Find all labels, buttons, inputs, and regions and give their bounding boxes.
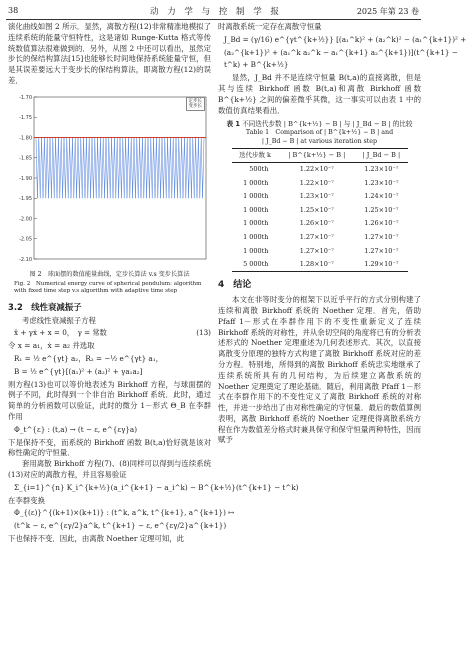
table-cell: 1.23×10⁻⁷ — [299, 192, 334, 201]
table-row — [232, 217, 408, 231]
table-cell: 1.27×10⁻⁷ — [299, 232, 334, 241]
figure-2 — [8, 91, 211, 296]
table-caption-cn — [218, 120, 421, 129]
equation-J-line-2: (a₂^{k+1})² + (a₁^k a₂^k − a₁^{k+1} a₂^{k+1})](t^{k+1} − — [224, 47, 458, 57]
table-row — [232, 231, 408, 245]
section-3-2-title: 3.2 线性衰减振子 — [8, 301, 82, 312]
y-tick-label: -1.70 — [19, 94, 32, 101]
left-para-4: 则方程(13)也可以等价地表述为 Birkhoff 方程，与球面摆的例子不同，此时得到一个非自治 Birkhoff 系统．此时，通过简单的分析函数可以验证，此时的微分 1－形式 Θ_B 在李群作用 — [8, 379, 211, 421]
table-row — [232, 190, 408, 204]
figure-caption-cn: 图 2 球面摆的数值能量曲线，定步长算法 v.s 变步长算法 — [29, 270, 190, 278]
equation-R: R₁ = ½ e^{γt} a₂，R₂ = −½ e^{γt} a₁， — [14, 353, 163, 363]
equation-13-number: (13) — [196, 328, 211, 338]
table-caption-en-2: | J_Bd − B | at various iteration step — [261, 137, 378, 145]
issue-label: 2025 年第 23 卷 — [356, 7, 419, 16]
conclusion-paragraph: 本文在非等时变分的框架下以近乎平行的方式分别构建了连续和离散 Birkhoff 系统的 Noether 定理．首先，借助 Pfaff 1－形式在李群作用下的不变性重新定义了连续 Birkhoff 系统的对称性，并从余切空间的角度将已有的分析表述形式的 Noether 定理重述为几何表述形式．其次，以直接离散变分原理的独特方式构建了离散 Birkhoff 系统对应的差分方程．特别地，所得到的离散 Birkhoff 系统忠实地继承了连续系统所具有的几何结构，为后续建立离散系统的 Noether 定理奠定了理论基础．随后，利用离散 Pfaff 1－形式在李群作用下的不变性定义了离散 Birkhoff 系统的对称性，并进一步给出了由对称性确定的守恒量．最后的数值算例表明，离散 Birkhoff 系统的 Noether 定理使得离散系统方程在作为数值差分格式时兼具保守和保守恒量两种特性，因而赋予 — [218, 295, 421, 445]
header-rule — [6, 19, 421, 20]
table-cell: 1.24×10⁻⁷ — [364, 192, 399, 201]
comparison-table — [232, 148, 408, 273]
left-para-6: 套用离散 Birkhoff 方程(7)、(8)同样可以得到与连续系统(13)对应的离散方程，并且容易验证 — [8, 459, 211, 479]
table-cell: 1.26×10⁻⁷ — [364, 219, 399, 228]
section-4-title: 4 结论 — [218, 280, 252, 291]
table-row — [232, 162, 408, 176]
y-tick-label: -1.90 — [19, 175, 32, 182]
table-cell: 1.28×10⁻⁷ — [278, 258, 355, 272]
table-header-cell: | B^{k+½} − B | — [278, 148, 355, 162]
table-cell: 1.26×10⁻⁷ — [299, 219, 334, 228]
table-cell: 1 000th — [243, 192, 269, 201]
table-cell: 1 000th — [243, 178, 269, 187]
table-header-cell: | J_Bd − B | — [355, 148, 407, 162]
y-tick-label: -1.75 — [19, 114, 32, 121]
right-para-2: 显然，J_Bd 并不是连续守恒量 B(t,a)的直接离散，但是其与连续 Birkhoff 函数 B(t,a)和离散 Birkhoff 函数 B^{k+½} 之间的偏差微乎其微，这一事实可以由表 1 中的数值仿真结果看出． — [218, 73, 421, 115]
legend-fixed-step: 定步长 — [188, 98, 202, 104]
table-caption-text: 不同迭代步数 | B^{k+½} − B | 与 | J_Bd − B | 的比较 — [242, 120, 413, 129]
equation-group-action: Φ_t^{ε} : (t,a) → (t − ε, e^{εγ}a) — [14, 424, 138, 434]
equation-J-line-3: t^k) + B^{k+½} — [224, 60, 289, 70]
right-column — [218, 22, 466, 446]
table-cell: 1.22×10⁻⁷ — [299, 164, 334, 173]
equation-J-line-1: J_Bd = (γ/16) e^{γt^{k+½}} [(a₁^k)² + (a₂^k)² − (a₁^{k+1})² + — [224, 34, 466, 44]
equation-discrete-form: Σ_{i=1}^{n} K_i^{k+½}(a_i^{k+1} − a_i^k) − B^{k+½}(t^{k+1} − t^k) — [14, 482, 299, 492]
table-cell: 1.25×10⁻⁷ — [364, 205, 399, 214]
y-tick-label: -2.05 — [19, 236, 32, 243]
table-cell: 500th — [249, 164, 269, 173]
page-number: 38 — [8, 6, 19, 15]
table-cell: 1 000th — [243, 205, 269, 214]
left-para-5: 下是保持不变，而系统的 Birkhoff 函数 B(t,a)恰好就是该对称性确定的守恒量． — [8, 437, 211, 458]
y-tick-label: -1.95 — [19, 195, 32, 202]
table-cell: 1.27×10⁻⁷ — [364, 232, 399, 241]
equation-discrete-group-2: (t^k − ε, e^{εγ/2}a^k, t^{k+1} − ε, e^{εγ/2}a^{k+1}) — [14, 521, 227, 531]
page-header — [0, 0, 427, 22]
table-cell: 1.27×10⁻⁷ — [299, 246, 334, 255]
table-cell: 1.23×10⁻⁷ — [364, 178, 399, 187]
chart-legend — [186, 97, 206, 111]
table-cell: 1 000th — [243, 219, 269, 228]
table-row — [232, 176, 408, 190]
left-para-7: 在李群变换 — [8, 495, 45, 505]
equation-discrete-group: Φ_{(ε)}^{(k+1)×(k+1)} : (t^k, a^k, t^{k+1}, a^{k+1}) ↦ — [14, 508, 235, 518]
table-header-row — [232, 148, 408, 162]
table-cell: 5 000th — [232, 258, 279, 272]
legend-adaptive-step: 变步长 — [188, 103, 202, 109]
y-tick-label: -1.80 — [19, 135, 32, 142]
equation-B: B = ½ e^{γt}[(a₁)² + (a₂)² + γa₁a₂] — [14, 366, 143, 376]
table-cell: 1.29×10⁻⁷ — [355, 258, 407, 272]
table-row — [232, 258, 408, 272]
right-para-1: 时离散系统一定存在离散守恒量 — [218, 22, 322, 31]
equation-13-body: ẍ + γẋ + x = 0， γ = 常数 — [14, 328, 107, 338]
journal-title: 动 力 学 与 控 制 学 报 — [150, 7, 282, 17]
left-para-2: 考虑线性衰减振子方程 — [22, 315, 96, 325]
figure-caption-en: Fig. 2 Numerical energy curve of spherical pendulum: algorithm with fixed time step v.s algorithm with adaptive time step — [14, 280, 202, 295]
table-cell: 1.22×10⁻⁷ — [299, 178, 334, 187]
table-cell: 1.25×10⁻⁷ — [299, 205, 334, 214]
table-cell: 1.27×10⁻⁷ — [364, 246, 399, 255]
table-cell: 1 000th — [243, 232, 269, 241]
left-para-1: 演化曲线如图 2 所示．显然，离散方程(12)非常精准地模拟了连续系统的能量守恒特性，这是诸如 Runge-Kutta 格式等传统数值算法很难做到的．另外，从图 2 中还可以看出，虽然定步长的保结构算法[15]也能够长时间地保持系统能量守恒，但是其误差要远大于变步长的保结构算法，即离散方程(12)的误差． — [8, 22, 211, 85]
table-header-cell: 迭代步数 k — [232, 148, 279, 162]
energy-curve-chart — [8, 91, 211, 269]
table-cell: 1 000th — [243, 246, 269, 255]
plot-frame — [34, 97, 206, 259]
table-label: 表 1 — [226, 120, 240, 129]
y-tick-label: -2.10 — [19, 256, 32, 263]
y-tick-label: -2.00 — [19, 216, 32, 223]
table-row — [232, 203, 408, 217]
table-row — [232, 244, 408, 258]
y-tick-label: -1.85 — [19, 155, 32, 162]
equation-13 — [8, 328, 211, 339]
table-caption-en-1: Table 1 Comparison of | B^{k+½} − B | and — [245, 129, 394, 137]
left-para-8: 下也保持不变．因此，由离散 Noether 定理可知，此 — [8, 533, 185, 543]
left-para-3: 令 x = a₁，ẋ = a₂ 并选取 — [8, 341, 95, 351]
table-cell: 1.23×10⁻⁷ — [364, 164, 399, 173]
